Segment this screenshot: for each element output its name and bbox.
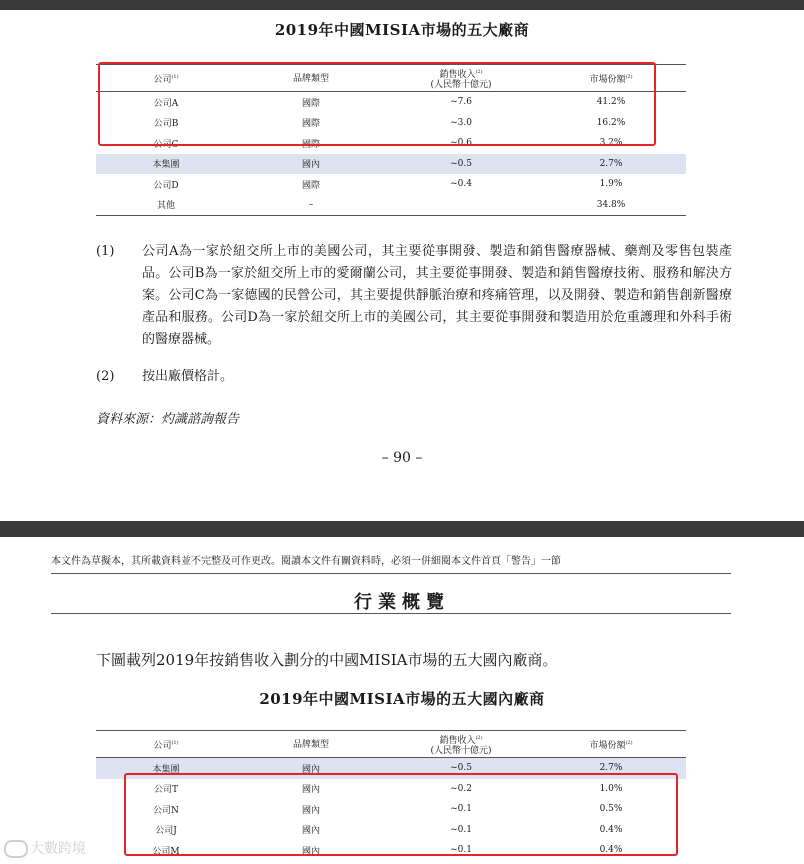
header-company: 公司$^{(1)}$: [96, 66, 236, 92]
cell-revenue: ~0.5: [386, 154, 536, 175]
page-number: – 90 –: [381, 450, 423, 466]
table-header-row: [96, 66, 686, 92]
cell-share: 34.8%: [536, 195, 686, 216]
table-row: [96, 195, 686, 216]
cell-share: 2.7%: [536, 154, 686, 175]
cell-company: 本集團: [96, 758, 236, 779]
cell-share: 0.4%: [599, 824, 623, 835]
cell-company: 公司J: [155, 826, 177, 837]
document-page-90: [0, 10, 804, 521]
cell-brand: 國內: [236, 154, 386, 175]
section-rule: [51, 613, 731, 614]
footnote-2: [96, 366, 736, 388]
cell-company: 公司M: [152, 846, 180, 857]
watermark-logo-icon: [4, 840, 28, 858]
cell-brand: 國內: [236, 758, 386, 779]
intro-paragraph: 下圖載列2019年按銷售收入劃分的中國MISIA市場的五大國內廠商。: [96, 651, 558, 669]
table-row: [96, 113, 686, 134]
cell-revenue: ~0.1: [450, 804, 472, 815]
cell-brand: 國內: [301, 805, 320, 816]
header-rule: [51, 573, 731, 574]
cell-brand: 國內: [301, 826, 320, 837]
table-row: [96, 799, 686, 820]
cell-company: 本集團: [96, 154, 236, 175]
table-row-highlighted: [96, 758, 686, 779]
cell-revenue: ~3.0: [450, 117, 472, 128]
header-revenue: 銷售收入$^{(2)}$ (人民幣十億元): [386, 66, 536, 92]
cell-share: 1.0%: [599, 783, 623, 794]
cell-company: 其他: [96, 195, 236, 216]
cell-share: 41.2%: [596, 97, 626, 108]
footnote-1: [96, 241, 736, 351]
cell-share: 2.7%: [536, 758, 686, 779]
cell-revenue: ~0.6: [450, 138, 472, 149]
source-citation: 資料來源：灼識諮詢報告: [96, 412, 240, 427]
header-brand-type: 品牌類型: [236, 66, 386, 92]
table-top-rule: [96, 730, 686, 731]
cell-company: 公司T: [153, 785, 178, 796]
header-market-share: 市場份額$^{(2)}$: [536, 66, 686, 92]
cell-company: 公司B: [153, 119, 179, 130]
table-row: [96, 174, 686, 195]
draft-notice: 本文件為草擬本，其所載資料並不完整及可作更改。閱讀本文件有關資料時，必須一併細閱本文件首頁「警告」一節: [51, 556, 561, 567]
table-title: 2019年中國MISIA市場的五大廠商: [274, 21, 530, 39]
cell-brand: 國內: [301, 785, 320, 796]
footnote-number: (2): [96, 369, 115, 384]
cell-revenue: ~0.5: [386, 758, 536, 779]
watermark: 大數跨境: [4, 838, 86, 858]
footnote-text: 公司A為一家於紐交所上市的美國公司，其主要從事開發、製造和銷售醫療器械、藥劑及零售包裝產品。公司B為一家於紐交所上市的愛爾蘭公司，其主要從事開發、製造和銷售醫療技術、服務和解決方案。公司C為一家德國的民營公司，其主要提供靜脈治療和疼痛管理，以及開發、製造和銷售創新醫療產品和服務。公司D為一家於紐交所上市的美國公司，其主要從事開發和製造用於危重護理和外科手術的醫療器械。: [142, 244, 732, 347]
table-header-row: [96, 732, 686, 758]
cell-brand: 國際: [301, 139, 320, 150]
header-market-share: 市場份額$^{(2)}$: [536, 732, 686, 758]
cell-brand: 國際: [301, 119, 320, 130]
cell-revenue: ~0.2: [450, 783, 472, 794]
top-vendors-table: [96, 66, 686, 216]
cell-company: 公司A: [153, 98, 179, 109]
cell-brand: 國內: [301, 846, 320, 857]
table-row: [96, 820, 686, 841]
cell-share: 0.5%: [599, 804, 623, 815]
table-top-rule: [96, 64, 686, 65]
cell-share: 0.4%: [599, 845, 623, 856]
cell-company: 公司C: [153, 139, 179, 150]
table-row: [96, 779, 686, 800]
cell-revenue: ~0.1: [450, 845, 472, 856]
header-brand-type: 品牌類型: [236, 732, 386, 758]
cell-brand: 國際: [301, 180, 320, 191]
domestic-vendors-table: [96, 732, 686, 861]
section-title: 行業概覽: [354, 592, 450, 613]
footnote-text: 按出廠價格計。: [142, 369, 234, 384]
cell-share: 3.2%: [599, 138, 623, 149]
cell-revenue: ~0.4: [450, 179, 472, 190]
page-divider-top: [0, 0, 804, 10]
cell-company: 公司N: [153, 805, 179, 816]
cell-company: 公司D: [153, 180, 179, 191]
table-row-highlighted: [96, 154, 686, 175]
table-title: 2019年中國MISIA市場的五大國內廠商: [259, 690, 545, 708]
document-page-next: [0, 537, 804, 864]
cell-share: 16.2%: [596, 117, 626, 128]
cell-revenue: [386, 195, 536, 216]
cell-share: 1.9%: [599, 179, 623, 190]
footnote-number: (1): [96, 244, 115, 259]
header-company: 公司$^{(1)}$: [96, 732, 236, 758]
cell-brand: 國際: [301, 98, 320, 109]
page-divider: [0, 521, 804, 537]
table-row: [96, 92, 686, 113]
table-row: [96, 840, 686, 861]
table-row: [96, 133, 686, 154]
cell-brand: –: [236, 195, 386, 216]
cell-revenue: ~7.6: [450, 97, 472, 108]
cell-revenue: ~0.1: [450, 824, 472, 835]
header-revenue: 銷售收入$^{(2)}$ (人民幣十億元): [386, 732, 536, 758]
